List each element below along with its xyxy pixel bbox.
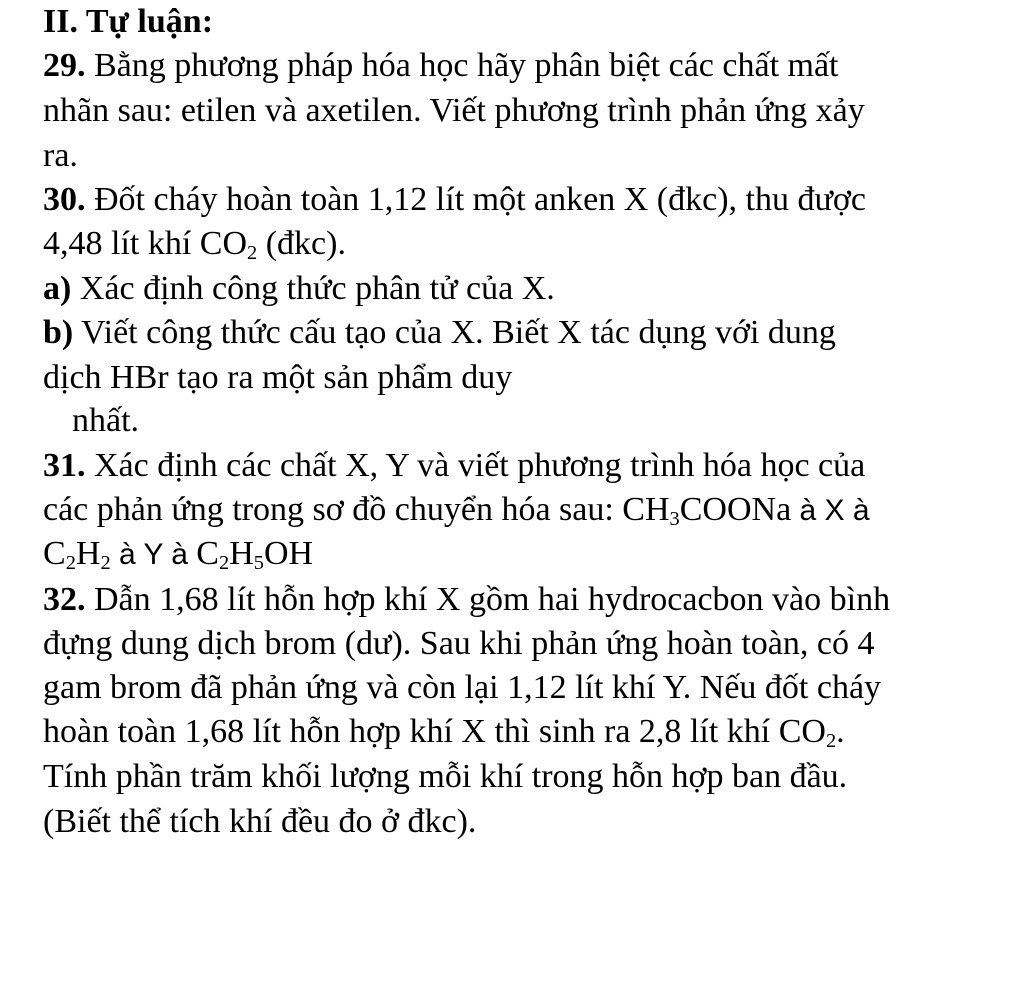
q31-c2h2-c: C bbox=[43, 535, 66, 572]
q31-c2h2-sub2: 2 bbox=[100, 552, 111, 575]
q32-text-4a: hoàn toàn 1,68 lít hỗn hợp khí X thì sinh ra 2,8 lít khí CO bbox=[43, 713, 826, 750]
q32-text-4b: . bbox=[836, 713, 845, 750]
section-heading: II. Tự luận: bbox=[43, 3, 214, 40]
q32-line-6: (Biết thể tích khí đều đo ở đkc). bbox=[43, 803, 477, 840]
q32-line-1 bbox=[43, 580, 890, 620]
q31-line-1 bbox=[43, 446, 865, 486]
q31-c2h5oh-oh: OH bbox=[263, 535, 314, 572]
q30-part-a bbox=[43, 269, 555, 309]
q31-c2h5oh-sub2: 5 bbox=[253, 552, 264, 575]
q30-b-text: Viết công thức cấu tạo của X. Biết X tác dụng với dung bbox=[73, 314, 836, 351]
q31-line-3 bbox=[43, 534, 313, 574]
q32-line-5: Tính phần trăm khối lượng mỗi khí trong hỗn hợp ban đầu. bbox=[43, 758, 848, 795]
q30-a-text: Xác định công thức phân tử của X. bbox=[71, 270, 555, 307]
q30-co2-subscript: 2 bbox=[247, 242, 258, 265]
q31-c2h5oh-sub1: 2 bbox=[218, 552, 230, 575]
q31-arrow-chain-1: à X à bbox=[791, 494, 870, 527]
q30-text-2b: (đkc). bbox=[257, 225, 346, 262]
q30-a-label: a) bbox=[43, 270, 72, 307]
q32-co2-subscript: 2 bbox=[825, 730, 837, 753]
q31-c2h5oh-h: H bbox=[229, 535, 254, 572]
q32-line-2: đựng dung dịch brom (dư). Sau khi phản ứng hoàn toàn, có 4 bbox=[43, 625, 875, 662]
q31-c2h2-sub1: 2 bbox=[65, 552, 76, 575]
q29-text-1: Bằng phương pháp hóa học hãy phân biệt các chất mất bbox=[85, 47, 839, 84]
q30-b-label: b) bbox=[43, 314, 74, 351]
q29-line-2: nhãn sau: etilen và axetilen. Viết phương trình phản ứng xảy bbox=[43, 92, 865, 129]
q29-line-1 bbox=[43, 46, 839, 86]
q30-b-line-3: nhất. bbox=[72, 402, 140, 439]
q30-b-line-2: dịch HBr tạo ra một sản phẩm duy bbox=[43, 359, 513, 396]
q31-c2h2-h: H bbox=[75, 535, 101, 572]
q31-ch3-subscript: 3 bbox=[669, 508, 680, 531]
q31-text-1: Xác định các chất X, Y và viết phương trình hóa học của bbox=[85, 447, 866, 484]
q29-line-3: ra. bbox=[43, 137, 78, 174]
q30-part-b bbox=[43, 313, 836, 353]
q30-number: 30. bbox=[43, 181, 86, 218]
q32-line-3: gam brom đã phản ứng và còn lại 1,12 lít khí Y. Nếu đốt cháy bbox=[43, 669, 882, 706]
q30-text-2a: 4,48 lít khí CO bbox=[43, 225, 248, 262]
q31-text-2b: COONa bbox=[679, 491, 792, 528]
q30-line-1 bbox=[43, 180, 866, 220]
q31-c2h5oh-c: C bbox=[196, 535, 219, 572]
q31-text-2a: các phản ứng trong sơ đồ chuyển hóa sau: CH bbox=[43, 491, 670, 528]
q30-text-1: Đốt cháy hoàn toàn 1,12 lít một anken X (đkc), thu được bbox=[85, 181, 866, 218]
q31-number: 31. bbox=[43, 447, 86, 484]
q32-number: 32. bbox=[43, 581, 86, 618]
q32-line-4 bbox=[43, 712, 845, 752]
q32-text-1: Dẫn 1,68 lít hỗn hợp khí X gồm hai hydrocacbon vào bình bbox=[85, 581, 891, 618]
q29-number: 29. bbox=[43, 47, 86, 84]
q31-arrow-chain-2: à Y à bbox=[110, 538, 197, 571]
q30-line-2 bbox=[43, 224, 346, 264]
q31-line-2 bbox=[43, 490, 870, 530]
